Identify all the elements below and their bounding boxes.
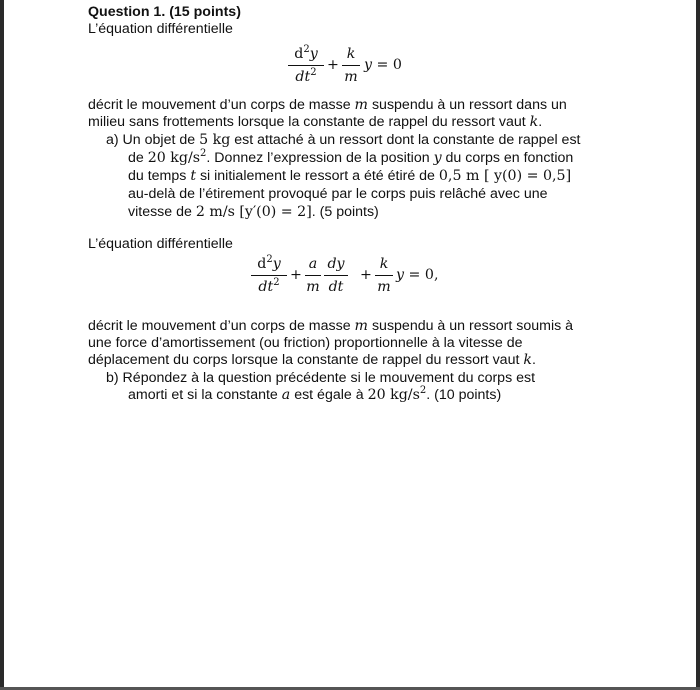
part-a-line-4: au-delà de l’étirement provoqué par le corps puis relâché avec une: [128, 186, 548, 202]
part-b-line-1: b) Répondez à la question précédente si le mouvement du corps est: [106, 370, 536, 386]
part-a-line-3: du temps t si initialement le ressort a été étiré de 0,5 m [ y(0) = 0,5]: [128, 168, 572, 184]
eq2-fraction-1: $d^2y$ $dt^2$: [251, 254, 287, 297]
eq1-fraction-2: k m: [342, 44, 360, 87]
eq2-tail: y = 0,: [396, 267, 439, 283]
eq2-fraction-2: a m: [306, 256, 320, 296]
eq2-plus-2: +: [360, 267, 372, 283]
para2-line-1: décrit le mouvement d’un corps de masse m suspendu à un ressort soumis à: [88, 318, 574, 334]
question-title: Question 1. (15 points): [88, 4, 241, 20]
para2-line-2: une force d’amortissement (ou friction) proportionnelle à la vitesse de: [88, 335, 523, 351]
eq2-plus-1: +: [290, 267, 302, 283]
intro-text-2: L’équation différentielle: [88, 236, 233, 252]
eq2-fraction-3: dy dt: [324, 254, 348, 297]
part-a-line-1: a) Un objet de 5 kg est attaché à un ressort dont la constante de rappel est: [106, 132, 581, 148]
eq2-fraction-4: k m: [375, 254, 393, 297]
eq1-plus: +: [327, 57, 339, 73]
part-b-line-2: amorti et si la constante a est égale à 20 $kg/s^2$. (10 points): [128, 385, 502, 403]
part-a-line-5: vitesse de 2 m/s [y′(0) = 2]. (5 points): [128, 204, 379, 220]
part-a-line-2: de 20 $kg/s^2$. Donnez l’expression de la position y du corps en fonction: [128, 148, 574, 166]
page-edge-left: [0, 0, 4, 690]
para2-line-3: déplacement du corps lorsque la constante de rappel du ressort vaut k.: [88, 352, 536, 368]
para1-line-2: milieu sans frottements lorsque la constante de rappel du ressort vaut k.: [88, 114, 543, 130]
page-edge-right: [696, 0, 700, 690]
eq1-tail: y = 0: [364, 57, 402, 73]
para1-line-1: décrit le mouvement d’un corps de masse m suspendu à un ressort dans un: [88, 97, 567, 113]
intro-text: L’équation différentielle: [88, 21, 233, 37]
eq1-fraction-1: $d^2y$ $dt^2$: [288, 44, 324, 87]
